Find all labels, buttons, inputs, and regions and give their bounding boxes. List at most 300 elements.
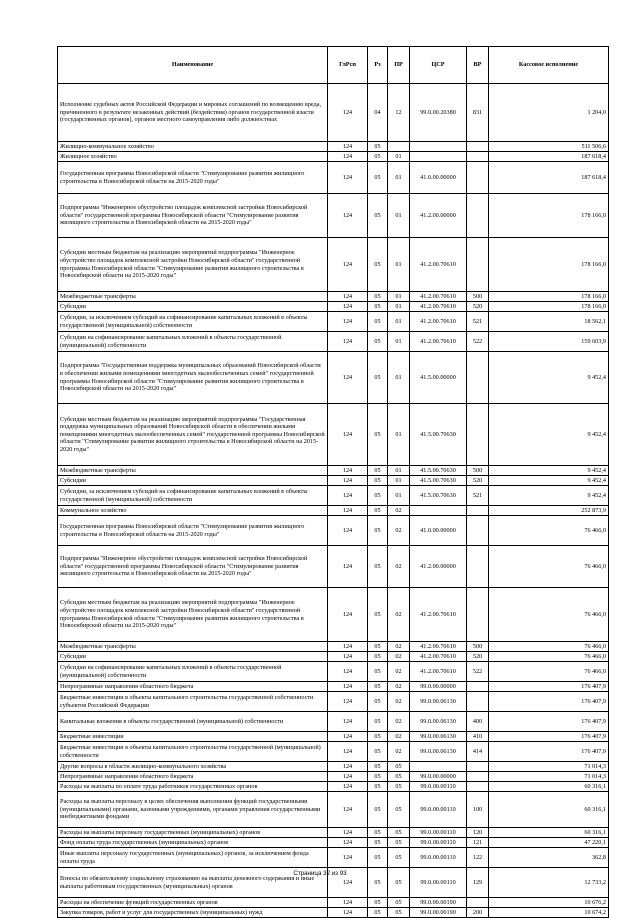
cell-pr: 01	[388, 332, 410, 352]
cell-name: Фонд оплаты труда государственных (муниципальных) органов	[58, 838, 328, 848]
cell-name: Подпрограмма "Инженерное обустройство площадок комплексной застройки Новосибирской области" государственной программы Новосибирской области "Стимулирование развития жилищного строительства в Новосибирской области на 2015-2020 годы"	[58, 546, 328, 588]
cell-rz: 05	[368, 642, 388, 652]
table-row	[58, 238, 609, 292]
cell-csr: 41.2.00.70610	[410, 652, 467, 662]
cell-vr	[467, 404, 489, 466]
cell-amount: 18 562,1	[489, 312, 609, 332]
col-header-csr: ЦСР	[410, 47, 467, 84]
cell-name: Исполнение судебных актов Российской Федерации и мировых соглашений по возмещению вреда, причиненного в результате незаконных действий (бездействия) органов государственной власти (государственных органов), органов местного самоуправления либо должностных	[58, 84, 328, 142]
table-row	[58, 762, 609, 772]
cell-rz: 05	[368, 352, 388, 404]
table-row	[58, 352, 609, 404]
cell-name: Государственная программа Новосибирской области "Стимулирование развития жилищного строительства в Новосибирской области на 2015-2020 годы"	[58, 162, 328, 194]
cell-rz: 05	[368, 194, 388, 238]
cell-amount: 76 466,0	[489, 588, 609, 642]
table-row	[58, 332, 609, 352]
cell-vr	[467, 142, 489, 152]
cell-glrsp: 124	[328, 662, 368, 682]
cell-glrsp: 124	[328, 588, 368, 642]
cell-amount: 9 452,4	[489, 466, 609, 476]
cell-name: Бюджетные инвестиции в объекты капитального строительства государственной собственности субъектов Российской Федерации	[58, 692, 328, 712]
cell-amount: 178 166,0	[489, 194, 609, 238]
cell-rz: 05	[368, 152, 388, 162]
cell-rz: 05	[368, 828, 388, 838]
cell-vr	[467, 588, 489, 642]
cell-vr: 500	[467, 466, 489, 476]
cell-csr: 41.2.00.70610	[410, 642, 467, 652]
cell-vr: 414	[467, 742, 489, 762]
cell-pr: 05	[388, 908, 410, 918]
cell-pr: 01	[388, 404, 410, 466]
cell-amount: 60 316,1	[489, 782, 609, 792]
cell-amount: 178 166,0	[489, 238, 609, 292]
cell-csr: 99.0.00.06130	[410, 712, 467, 732]
cell-amount: 252 873,9	[489, 506, 609, 516]
cell-glrsp: 124	[328, 486, 368, 506]
table-row	[58, 404, 609, 466]
cell-rz: 05	[368, 312, 388, 332]
cell-glrsp: 124	[328, 908, 368, 918]
cell-pr: 01	[388, 302, 410, 312]
cell-name: Жилищно-коммунальное хозяйство	[58, 142, 328, 152]
cell-name: Закупка товаров, работ и услуг для государственных (муниципальных) нужд	[58, 908, 328, 918]
cell-name: Расходы на выплаты персоналу государственных (муниципальных) органов	[58, 828, 328, 838]
cell-amount: 187 618,4	[489, 162, 609, 194]
cell-csr	[410, 142, 467, 152]
cell-name: Подпрограмма "Инженерное обустройство площадок комплексной застройки Новосибирской области" государственной программы Новосибирской области "Стимулирование развития жилищного строительства в Новосибирской области на 2015-2020 годы"	[58, 194, 328, 238]
cell-vr: 831	[467, 84, 489, 142]
cell-amount: 9 452,4	[489, 486, 609, 506]
cell-name: Бюджетные инвестиции в объекты капитального строительства государственной (муниципальной) собственности	[58, 742, 328, 762]
table-row	[58, 194, 609, 238]
cell-glrsp: 124	[328, 142, 368, 152]
cell-name: Непрограммные направления областного бюджета	[58, 772, 328, 782]
cell-csr: 41.5.00.00000	[410, 352, 467, 404]
cell-glrsp: 124	[328, 476, 368, 486]
cell-csr: 41.5.00.70630	[410, 466, 467, 476]
cell-amount: 10 676,2	[489, 898, 609, 908]
cell-vr	[467, 762, 489, 772]
cell-pr: 01	[388, 486, 410, 506]
cell-amount: 176 407,9	[489, 742, 609, 762]
cell-csr: 41.2.00.70610	[410, 332, 467, 352]
cell-csr: 41.0.00.00000	[410, 162, 467, 194]
table-row	[58, 506, 609, 516]
cell-csr: 41.2.00.70610	[410, 302, 467, 312]
cell-vr: 410	[467, 732, 489, 742]
col-header-amount: Кассовое исполнение	[489, 47, 609, 84]
cell-csr: 41.2.00.00000	[410, 546, 467, 588]
cell-name: Субсидии	[58, 302, 328, 312]
table-row	[58, 848, 609, 868]
cell-rz: 05	[368, 838, 388, 848]
cell-glrsp: 124	[328, 332, 368, 352]
table-row	[58, 162, 609, 194]
cell-csr	[410, 152, 467, 162]
cell-glrsp: 124	[328, 848, 368, 868]
cell-name: Расходы на обеспечение функций государственных органов	[58, 898, 328, 908]
cell-glrsp: 124	[328, 162, 368, 194]
cell-glrsp: 124	[328, 302, 368, 312]
cell-rz: 05	[368, 772, 388, 782]
cell-pr: 01	[388, 352, 410, 404]
cell-glrsp: 124	[328, 642, 368, 652]
table-body	[58, 84, 609, 918]
cell-vr	[467, 238, 489, 292]
cell-pr: 02	[388, 692, 410, 712]
cell-pr: 02	[388, 588, 410, 642]
cell-glrsp: 124	[328, 692, 368, 712]
cell-pr: 05	[388, 782, 410, 792]
cell-rz: 05	[368, 692, 388, 712]
cell-rz: 05	[368, 732, 388, 742]
cell-pr: 01	[388, 238, 410, 292]
cell-csr: 99.0.00.00110	[410, 828, 467, 838]
cell-vr: 100	[467, 792, 489, 828]
cell-glrsp: 124	[328, 732, 368, 742]
cell-rz: 05	[368, 588, 388, 642]
cell-rz: 05	[368, 742, 388, 762]
cell-rz: 05	[368, 292, 388, 302]
cell-rz: 05	[368, 712, 388, 732]
cell-amount: 76 466,0	[489, 642, 609, 652]
cell-name: Коммунальное хозяйство	[58, 506, 328, 516]
cell-csr	[410, 762, 467, 772]
cell-vr: 522	[467, 332, 489, 352]
cell-pr: 02	[388, 742, 410, 762]
table-row	[58, 142, 609, 152]
table-row	[58, 772, 609, 782]
cell-pr: 02	[388, 732, 410, 742]
cell-name: Субсидии	[58, 652, 328, 662]
cell-glrsp: 124	[328, 742, 368, 762]
cell-glrsp: 124	[328, 682, 368, 692]
cell-pr: 01	[388, 312, 410, 332]
table-row	[58, 898, 609, 908]
cell-rz: 05	[368, 848, 388, 868]
cell-rz: 05	[368, 792, 388, 828]
col-header-glrsp: ГлРсп	[328, 47, 368, 84]
cell-name: Межбюджетные трансферты	[58, 642, 328, 652]
cell-glrsp: 124	[328, 868, 368, 898]
cell-rz: 05	[368, 332, 388, 352]
table-row	[58, 546, 609, 588]
cell-csr: 99.0.00.00110	[410, 838, 467, 848]
cell-amount: 9 452,4	[489, 476, 609, 486]
cell-vr	[467, 772, 489, 782]
table-row	[58, 588, 609, 642]
cell-vr: 120	[467, 828, 489, 838]
table-row	[58, 476, 609, 486]
cell-amount: 60 316,1	[489, 792, 609, 828]
cell-csr: 99.0.00.00000	[410, 682, 467, 692]
cell-csr: 99.0.00.00190	[410, 898, 467, 908]
cell-pr: 05	[388, 898, 410, 908]
cell-rz: 05	[368, 782, 388, 792]
table-row	[58, 466, 609, 476]
cell-vr	[467, 194, 489, 238]
cell-name: Субсидии местным бюджетам на реализацию мероприятий подпрограммы "Инженерное обустройство площадок комплексной застройки Новосибирской области" государственной программы Новосибирской области "Стимулирование развития жилищного строительства в Новосибирской области на 2015-2020 годы"	[58, 238, 328, 292]
cell-name: Межбюджетные трансферты	[58, 466, 328, 476]
cell-pr: 02	[388, 712, 410, 732]
table-row	[58, 292, 609, 302]
cell-csr: 41.2.00.70610	[410, 588, 467, 642]
table-row	[58, 84, 609, 142]
cell-csr: 41.2.00.70610	[410, 312, 467, 332]
cell-glrsp: 124	[328, 772, 368, 782]
cell-glrsp: 124	[328, 712, 368, 732]
cell-pr: 01	[388, 476, 410, 486]
cell-amount: 60 316,1	[489, 828, 609, 838]
table-row	[58, 302, 609, 312]
cell-amount: 1 204,0	[489, 84, 609, 142]
cell-pr: 01	[388, 162, 410, 194]
cell-amount: 9 452,4	[489, 352, 609, 404]
cell-vr	[467, 898, 489, 908]
cell-glrsp: 124	[328, 84, 368, 142]
cell-name: Субсидии	[58, 476, 328, 486]
cell-glrsp: 124	[328, 238, 368, 292]
table-row	[58, 712, 609, 732]
cell-glrsp: 124	[328, 838, 368, 848]
cell-rz: 05	[368, 302, 388, 312]
cell-name: Жилищное хозяйство	[58, 152, 328, 162]
col-header-rz: Рз	[368, 47, 388, 84]
cell-rz: 04	[368, 84, 388, 142]
cell-glrsp: 124	[328, 652, 368, 662]
cell-glrsp: 124	[328, 782, 368, 792]
cell-vr	[467, 152, 489, 162]
cell-vr: 122	[467, 848, 489, 868]
table-row	[58, 908, 609, 918]
cell-name: Бюджетные инвестиции	[58, 732, 328, 742]
cell-csr: 99.0.00.00110	[410, 782, 467, 792]
cell-csr: 41.2.00.70610	[410, 292, 467, 302]
cell-glrsp: 124	[328, 352, 368, 404]
cell-glrsp: 124	[328, 312, 368, 332]
cell-amount: 47 220,1	[489, 838, 609, 848]
cell-amount: 362,8	[489, 848, 609, 868]
cell-glrsp: 124	[328, 152, 368, 162]
cell-pr: 05	[388, 868, 410, 898]
table-row	[58, 828, 609, 838]
budget-execution-table	[57, 46, 609, 918]
cell-amount: 176 407,9	[489, 732, 609, 742]
cell-csr: 41.5.00.70630	[410, 404, 467, 466]
cell-name: Субсидии на софинансирование капитальных вложений в объекты государственной (муниципальной) собственности	[58, 332, 328, 352]
cell-amount: 159 603,9	[489, 332, 609, 352]
cell-rz: 05	[368, 486, 388, 506]
cell-pr: 05	[388, 772, 410, 782]
cell-rz: 05	[368, 652, 388, 662]
cell-pr: 01	[388, 152, 410, 162]
cell-pr: 02	[388, 516, 410, 546]
table-row	[58, 642, 609, 652]
cell-pr: 05	[388, 762, 410, 772]
cell-rz: 05	[368, 898, 388, 908]
cell-amount: 76 466,0	[489, 652, 609, 662]
cell-name: Непрограммные направления областного бюджета	[58, 682, 328, 692]
cell-csr: 99.0.00.06130	[410, 742, 467, 762]
cell-pr: 01	[388, 194, 410, 238]
cell-rz: 05	[368, 908, 388, 918]
cell-vr: 521	[467, 486, 489, 506]
cell-glrsp: 124	[328, 292, 368, 302]
cell-vr	[467, 506, 489, 516]
cell-pr: 02	[388, 506, 410, 516]
cell-pr: 05	[388, 848, 410, 868]
cell-glrsp: 124	[328, 516, 368, 546]
cell-vr: 521	[467, 312, 489, 332]
cell-csr: 41.5.00.70630	[410, 476, 467, 486]
cell-pr: 12	[388, 84, 410, 142]
cell-csr: 41.2.00.00000	[410, 194, 467, 238]
table-row	[58, 732, 609, 742]
cell-vr: 500	[467, 292, 489, 302]
cell-pr: 02	[388, 546, 410, 588]
cell-glrsp: 124	[328, 762, 368, 772]
cell-glrsp: 124	[328, 506, 368, 516]
cell-csr: 99.0.00.00110	[410, 868, 467, 898]
cell-amount: 176 407,9	[489, 712, 609, 732]
cell-rz: 05	[368, 476, 388, 486]
cell-vr: 500	[467, 642, 489, 652]
cell-csr: 41.0.00.00000	[410, 516, 467, 546]
cell-rz: 05	[368, 404, 388, 466]
cell-rz: 05	[368, 238, 388, 292]
cell-rz: 05	[368, 682, 388, 692]
cell-glrsp: 124	[328, 466, 368, 476]
cell-name: Другие вопросы в области жилищно-коммунального хозяйства	[58, 762, 328, 772]
cell-pr: 02	[388, 652, 410, 662]
cell-pr: 02	[388, 682, 410, 692]
cell-csr	[410, 506, 467, 516]
cell-vr: 200	[467, 908, 489, 918]
cell-amount: 71 014,3	[489, 772, 609, 782]
table-row	[58, 742, 609, 762]
cell-name: Взносы по обязательному социальному страхованию на выплаты денежного содержания и иные выплаты работникам государственных (муниципальных) органов	[58, 868, 328, 898]
col-header-vr: ВР	[467, 47, 489, 84]
cell-vr: 121	[467, 838, 489, 848]
cell-rz: 05	[368, 506, 388, 516]
cell-csr: 41.2.00.70610	[410, 238, 467, 292]
cell-csr: 99.0.00.00000	[410, 772, 467, 782]
table-row	[58, 662, 609, 682]
cell-amount: 76 466,0	[489, 516, 609, 546]
cell-glrsp: 124	[328, 194, 368, 238]
cell-rz: 05	[368, 868, 388, 898]
cell-glrsp: 124	[328, 546, 368, 588]
table-row	[58, 652, 609, 662]
cell-name: Субсидии, за исключением субсидий на софинансирование капитальных вложений в объекты государственной (муниципальной) собственности	[58, 312, 328, 332]
cell-pr: 05	[388, 838, 410, 848]
cell-amount: 176 407,9	[489, 692, 609, 712]
col-header-pr: ПР	[388, 47, 410, 84]
cell-name: Субсидии, за исключением субсидий на софинансирование капитальных вложений в объекты государственной (муниципальной) собственности	[58, 486, 328, 506]
cell-amount: 178 166,0	[489, 302, 609, 312]
cell-amount: 76 466,0	[489, 662, 609, 682]
cell-vr: 129	[467, 868, 489, 898]
cell-vr	[467, 782, 489, 792]
table-row	[58, 782, 609, 792]
cell-csr: 99.0.00.06130	[410, 732, 467, 742]
cell-pr: 02	[388, 662, 410, 682]
cell-pr: 05	[388, 792, 410, 828]
cell-vr: 520	[467, 652, 489, 662]
cell-csr: 99.0.00.06130	[410, 692, 467, 712]
cell-vr: 400	[467, 712, 489, 732]
table-header-row	[58, 47, 609, 84]
cell-vr: 520	[467, 302, 489, 312]
cell-pr	[388, 142, 410, 152]
cell-pr: 01	[388, 292, 410, 302]
cell-rz: 05	[368, 762, 388, 772]
cell-pr: 05	[388, 828, 410, 838]
cell-amount: 176 407,9	[489, 682, 609, 692]
cell-csr: 99.0.00.20380	[410, 84, 467, 142]
cell-rz: 05	[368, 142, 388, 152]
cell-glrsp: 124	[328, 898, 368, 908]
page-number: Страница 32 из 93	[293, 870, 347, 877]
cell-rz: 05	[368, 516, 388, 546]
cell-csr: 41.2.00.70610	[410, 662, 467, 682]
cell-vr	[467, 516, 489, 546]
cell-glrsp: 124	[328, 404, 368, 466]
cell-amount: 71 014,3	[489, 762, 609, 772]
cell-name: Капитальные вложения в объекты государственной (муниципальной) собственности	[58, 712, 328, 732]
table-row	[58, 516, 609, 546]
cell-name: Субсидии местным бюджетам на реализацию мероприятий подпрограммы "Государственная поддержка муниципальных образований Новосибирской области в обеспечении жилыми помещениями многодетных малообеспеченных семей" государственной программы Новосибирской области "Стимулирование развития жилищного строительства в Новосибирской области на 2015-2020 годы"	[58, 404, 328, 466]
cell-csr: 99.0.00.00110	[410, 848, 467, 868]
cell-vr	[467, 546, 489, 588]
table-row	[58, 486, 609, 506]
cell-rz: 05	[368, 466, 388, 476]
cell-amount: 10 674,2	[489, 908, 609, 918]
cell-csr: 99.0.00.00190	[410, 908, 467, 918]
cell-rz: 05	[368, 162, 388, 194]
table-row	[58, 682, 609, 692]
cell-glrsp: 124	[328, 792, 368, 828]
cell-csr: 41.5.00.70630	[410, 486, 467, 506]
cell-name: Расходы на выплаты персоналу в целях обеспечения выполнения функций государственными (муниципальными) органами, казенными учреждениями, органами управления государственными внебюджетными фондами	[58, 792, 328, 828]
table-row	[58, 692, 609, 712]
table-row	[58, 312, 609, 332]
cell-name: Субсидии на софинансирование капитальных вложений в объекты государственной (муниципальной) собственности	[58, 662, 328, 682]
cell-amount: 9 452,4	[489, 404, 609, 466]
cell-vr	[467, 692, 489, 712]
cell-name: Государственная программа Новосибирской области "Стимулирование развития жилищного строительства в Новосибирской области на 2015-2020 годы"	[58, 516, 328, 546]
cell-name: Расходы на выплаты по оплате труда работников государственных органов	[58, 782, 328, 792]
cell-name: Межбюджетные трансферты	[58, 292, 328, 302]
table-row	[58, 792, 609, 828]
cell-amount: 12 733,2	[489, 868, 609, 898]
table-row	[58, 152, 609, 162]
cell-vr	[467, 162, 489, 194]
cell-glrsp: 124	[328, 828, 368, 838]
col-header-name: Наименование	[58, 47, 328, 84]
cell-vr	[467, 682, 489, 692]
cell-amount: 76 466,0	[489, 546, 609, 588]
cell-pr: 01	[388, 466, 410, 476]
cell-vr: 520	[467, 476, 489, 486]
cell-amount: 178 166,0	[489, 292, 609, 302]
cell-vr	[467, 352, 489, 404]
cell-csr: 99.0.00.00110	[410, 792, 467, 828]
table-row	[58, 838, 609, 848]
cell-pr: 02	[388, 642, 410, 652]
cell-vr: 522	[467, 662, 489, 682]
cell-name: Иные выплаты персоналу государственных (муниципальных) органов, за исключением фонда оплаты труда	[58, 848, 328, 868]
